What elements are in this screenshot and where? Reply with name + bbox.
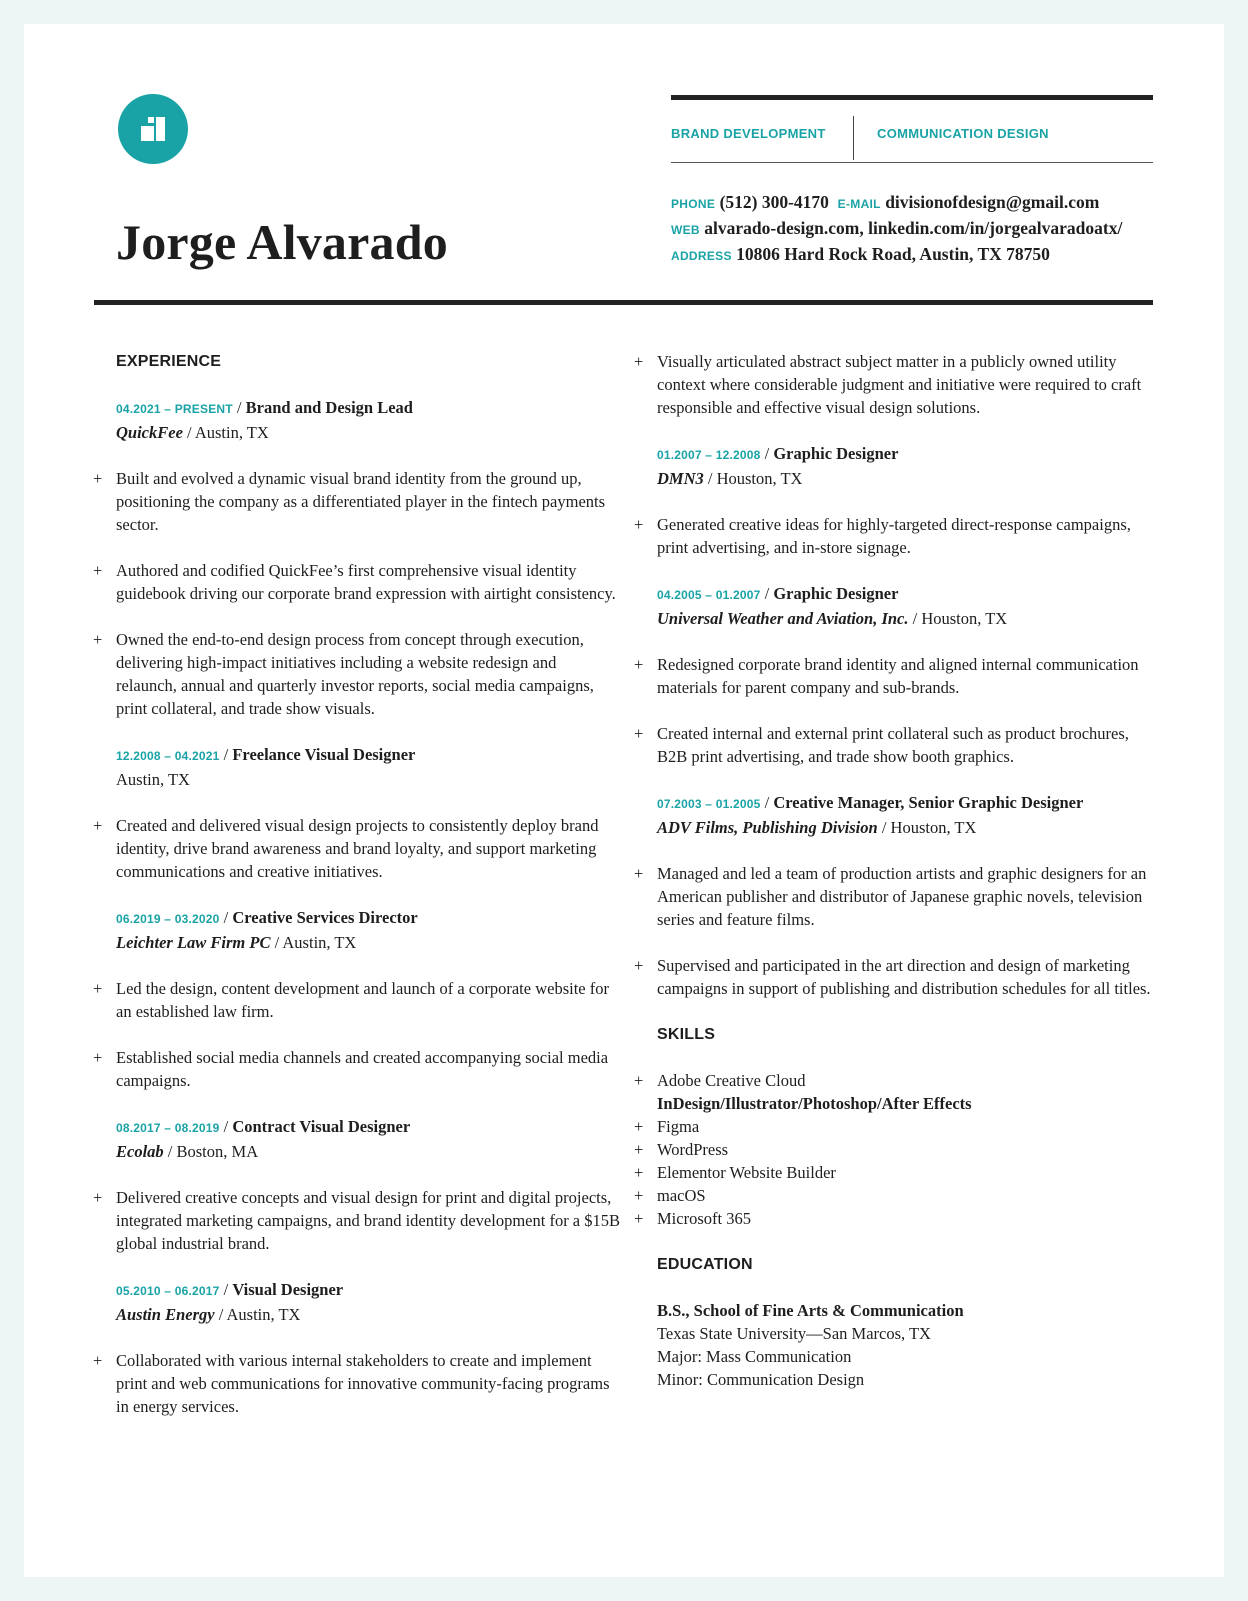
- job-bullet: [634, 862, 1162, 931]
- job-title-line: [657, 582, 1162, 607]
- web-value: alvarado-design.com, linkedin.com/in/jorgealvaradoatx/: [704, 218, 1123, 238]
- job-dates: 01.2007 – 12.2008: [657, 448, 761, 462]
- job-entry: [93, 396, 621, 720]
- plus-icon: +: [93, 561, 103, 580]
- skill-item: [634, 1069, 1162, 1115]
- header-rule-bottom: [671, 162, 1153, 163]
- phone-label: PHONE: [671, 197, 716, 211]
- job-bullets: [634, 653, 1162, 768]
- contact-line-2: [671, 216, 1181, 242]
- plus-icon: +: [634, 1140, 644, 1159]
- job-location: / Austin, TX: [182, 423, 269, 442]
- education-block: [657, 1299, 1162, 1391]
- bullet-text: Supervised and participated in the art direction and design of marketing campaigns in support of publishing and distribution schedules for all titles.: [657, 956, 1151, 998]
- job-bullet: [634, 954, 1162, 1000]
- contact-line-1: [671, 190, 1181, 216]
- bullet-text: Managed and led a team of production artists and graphic designers for an American publisher and distributor of Japanese graphic novels, television series and feature films.: [657, 864, 1147, 929]
- job-entry: [634, 582, 1162, 768]
- job-bullet: [93, 1046, 621, 1092]
- job-location: / Houston, TX: [703, 469, 803, 488]
- job-company-line: [116, 768, 621, 791]
- job-entry: [634, 442, 1162, 559]
- tag-brand-development: BRAND DEVELOPMENT: [671, 126, 826, 141]
- job-separator: /: [760, 584, 774, 603]
- job-company-line: [657, 607, 1162, 630]
- job-company: DMN3: [657, 469, 704, 488]
- bullet-text: Authored and codified QuickFee’s first comprehensive visual identity guidebook driving our corporate brand expression with airtight consistency.: [116, 561, 616, 603]
- job-bullet: [93, 467, 621, 536]
- job-bullet: [634, 350, 1162, 419]
- job-separator: /: [219, 1280, 233, 1299]
- header-rule-top: [671, 95, 1153, 100]
- job-company-line: [116, 1140, 621, 1163]
- job-bullets-continued: [634, 350, 1162, 419]
- job-separator: /: [232, 398, 246, 417]
- skill-sub-label: InDesign/Illustrator/Photoshop/After Effects: [657, 1094, 972, 1113]
- job-bullets: [93, 1186, 621, 1255]
- job-bullet: [93, 1349, 621, 1418]
- job-location: / Houston, TX: [908, 609, 1008, 628]
- experience-heading: EXPERIENCE: [116, 353, 222, 370]
- job-entry: [93, 1115, 621, 1255]
- job-title-line: [116, 1278, 621, 1303]
- job-separator: /: [219, 1117, 233, 1136]
- job-dates: 08.2017 – 08.2019: [116, 1121, 220, 1135]
- plus-icon: +: [93, 630, 103, 649]
- education-major: Major: Mass Communication: [657, 1347, 852, 1366]
- job-role: Graphic Designer: [773, 584, 899, 603]
- job-title-line: [116, 906, 621, 931]
- skill-label: Figma: [657, 1117, 700, 1136]
- header-main-rule: [94, 300, 1153, 305]
- education-heading: EDUCATION: [657, 1256, 753, 1273]
- skill-label: Adobe Creative Cloud: [657, 1071, 806, 1090]
- job-dates: 06.2019 – 03.2020: [116, 912, 220, 926]
- email-label: E-MAIL: [837, 197, 881, 211]
- bullet-text: Created and delivered visual design projects to consistently deploy brand identity, drive brand awareness and brand loyalty, and support marketing communications and creative initiatives.: [116, 816, 599, 881]
- job-role: Visual Designer: [232, 1280, 344, 1299]
- job-bullets: [93, 814, 621, 883]
- job-company: Ecolab: [116, 1142, 164, 1161]
- job-entry: [93, 743, 621, 883]
- skill-item: [634, 1138, 1162, 1161]
- job-bullet: [93, 814, 621, 883]
- job-bullet: [93, 977, 621, 1023]
- skill-item: [634, 1161, 1162, 1184]
- bullet-text: Delivered creative concepts and visual design for print and digital projects, integrated marketing campaigns, and brand identity development for a $15B global industrial brand.: [116, 1188, 621, 1253]
- right-column: [634, 350, 1162, 1391]
- job-dates: 04.2021 – PRESENT: [116, 402, 233, 416]
- job-bullet: [93, 628, 621, 720]
- candidate-name: Jorge Alvarado: [116, 214, 448, 270]
- left-column: [93, 350, 621, 1441]
- job-bullets: [634, 862, 1162, 1000]
- plus-icon: +: [634, 352, 644, 371]
- plus-icon: +: [634, 1117, 644, 1136]
- job-bullet: [634, 722, 1162, 768]
- bullet-text: Led the design, content development and launch of a corporate website for an established law firm.: [116, 979, 609, 1021]
- job-bullets: [93, 977, 621, 1092]
- address-value: 10806 Hard Rock Road, Austin, TX 78750: [736, 244, 1050, 264]
- job-role: Contract Visual Designer: [232, 1117, 411, 1136]
- specialty-tags: [671, 116, 1153, 160]
- job-dates: 07.2003 – 01.2005: [657, 797, 761, 811]
- bullet-text: Visually articulated abstract subject matter in a publicly owned utility context where considerable judgment and initiative were required to craft responsible and effective visual design solutions.: [657, 352, 1142, 417]
- plus-icon: +: [634, 1071, 644, 1090]
- job-title-line: [657, 791, 1162, 816]
- job-company: Universal Weather and Aviation, Inc.: [657, 609, 909, 628]
- job-role: Creative Manager, Senior Graphic Designer: [773, 793, 1084, 812]
- email-value: divisionofdesign@gmail.com: [885, 192, 1100, 212]
- plus-icon: +: [634, 864, 644, 883]
- job-company-line: [116, 421, 621, 444]
- job-entry: [634, 791, 1162, 1000]
- job-title-line: [116, 396, 621, 421]
- skill-label: Microsoft 365: [657, 1209, 751, 1228]
- job-separator: /: [760, 793, 774, 812]
- plus-icon: +: [634, 1163, 644, 1182]
- job-separator: /: [760, 444, 774, 463]
- job-dates: 04.2005 – 01.2007: [657, 588, 761, 602]
- skills-list: [634, 1069, 1162, 1230]
- bullet-text: Built and evolved a dynamic visual brand identity from the ground up, positioning the company as a differentiated player in the fintech payments sector.: [116, 469, 606, 534]
- plus-icon: +: [634, 1209, 644, 1228]
- education-degree: B.S., School of Fine Arts & Communication: [657, 1301, 964, 1320]
- job-company: Leichter Law Firm PC: [116, 933, 271, 952]
- plus-icon: +: [634, 515, 644, 534]
- job-separator: /: [219, 745, 233, 764]
- job-location: / Houston, TX: [877, 818, 977, 837]
- job-title-line: [657, 442, 1162, 467]
- contact-block: [671, 190, 1181, 268]
- job-role: Graphic Designer: [773, 444, 899, 463]
- job-dates: 12.2008 – 04.2021: [116, 749, 220, 763]
- job-location: / Boston, MA: [163, 1142, 259, 1161]
- plus-icon: +: [93, 469, 103, 488]
- job-separator: /: [219, 908, 233, 927]
- skill-label: Elementor Website Builder: [657, 1163, 836, 1182]
- job-company: Austin Energy: [116, 1305, 215, 1324]
- plus-icon: +: [93, 1351, 103, 1370]
- bullet-text: Generated creative ideas for highly-targeted direct-response campaigns, print advertising, and in-store signage.: [657, 515, 1131, 557]
- job-company-line: [657, 467, 1162, 490]
- contact-line-3: [671, 242, 1181, 268]
- job-company-line: [657, 816, 1162, 839]
- phone-value: (512) 300-4170: [719, 192, 829, 212]
- job-bullet: [634, 513, 1162, 559]
- job-title-line: [116, 743, 621, 768]
- job-bullet: [634, 653, 1162, 699]
- bullet-text: Redesigned corporate brand identity and aligned internal communication materials for parent company and sub-brands.: [657, 655, 1139, 697]
- job-location: Austin, TX: [116, 770, 190, 789]
- job-dates: 05.2010 – 06.2017: [116, 1284, 220, 1298]
- web-label: WEB: [671, 223, 700, 237]
- bullet-text: Collaborated with various internal stakeholders to create and implement print and web communications for innovative community-facing programs in energy services.: [116, 1351, 610, 1416]
- job-location: / Austin, TX: [214, 1305, 301, 1324]
- plus-icon: +: [93, 1048, 103, 1067]
- job-company-line: [116, 931, 621, 954]
- job-company: ADV Films, Publishing Division: [657, 818, 878, 837]
- bullet-text: Owned the end-to-end design process from concept through execution, delivering high-impact initiatives including a website redesign and relaunch, annual and quarterly investor reports, social media campaigns, print collateral, and trade show visuals.: [116, 630, 594, 718]
- bullet-text: Established social media channels and created accompanying social media campaigns.: [116, 1048, 609, 1090]
- job-bullet: [93, 1186, 621, 1255]
- plus-icon: +: [634, 1186, 644, 1205]
- job-role: Creative Services Director: [232, 908, 418, 927]
- plus-icon: +: [634, 956, 644, 975]
- job-bullet: [93, 559, 621, 605]
- job-bullets: [93, 1349, 621, 1418]
- plus-icon: +: [634, 655, 644, 674]
- bullet-text: Created internal and external print collateral such as product brochures, B2B print advertising, and trade show booth graphics.: [657, 724, 1129, 766]
- job-entry: [93, 1278, 621, 1418]
- job-company: QuickFee: [116, 423, 183, 442]
- job-location: / Austin, TX: [270, 933, 357, 952]
- job-role: Brand and Design Lead: [245, 398, 413, 417]
- job-company-line: [116, 1303, 621, 1326]
- skill-label: macOS: [657, 1186, 706, 1205]
- skill-item: [634, 1207, 1162, 1230]
- monogram-a-icon: [118, 94, 188, 164]
- plus-icon: +: [634, 724, 644, 743]
- plus-icon: +: [93, 816, 103, 835]
- resume-page: [24, 24, 1224, 1577]
- tag-communication-design: COMMUNICATION DESIGN: [877, 126, 1049, 141]
- skill-label: WordPress: [657, 1140, 729, 1159]
- job-bullets: [93, 467, 621, 720]
- education-school: Texas State University—San Marcos, TX: [657, 1324, 931, 1343]
- job-role: Freelance Visual Designer: [232, 745, 416, 764]
- skill-item: [634, 1184, 1162, 1207]
- tag-divider: [853, 116, 854, 160]
- job-title-line: [116, 1115, 621, 1140]
- plus-icon: +: [93, 979, 103, 998]
- skill-item: [634, 1115, 1162, 1138]
- address-label: ADDRESS: [671, 249, 732, 263]
- job-bullets: [634, 513, 1162, 559]
- plus-icon: +: [93, 1188, 103, 1207]
- skills-heading: SKILLS: [657, 1026, 716, 1043]
- education-minor: Minor: Communication Design: [657, 1370, 865, 1389]
- job-entry: [93, 906, 621, 1092]
